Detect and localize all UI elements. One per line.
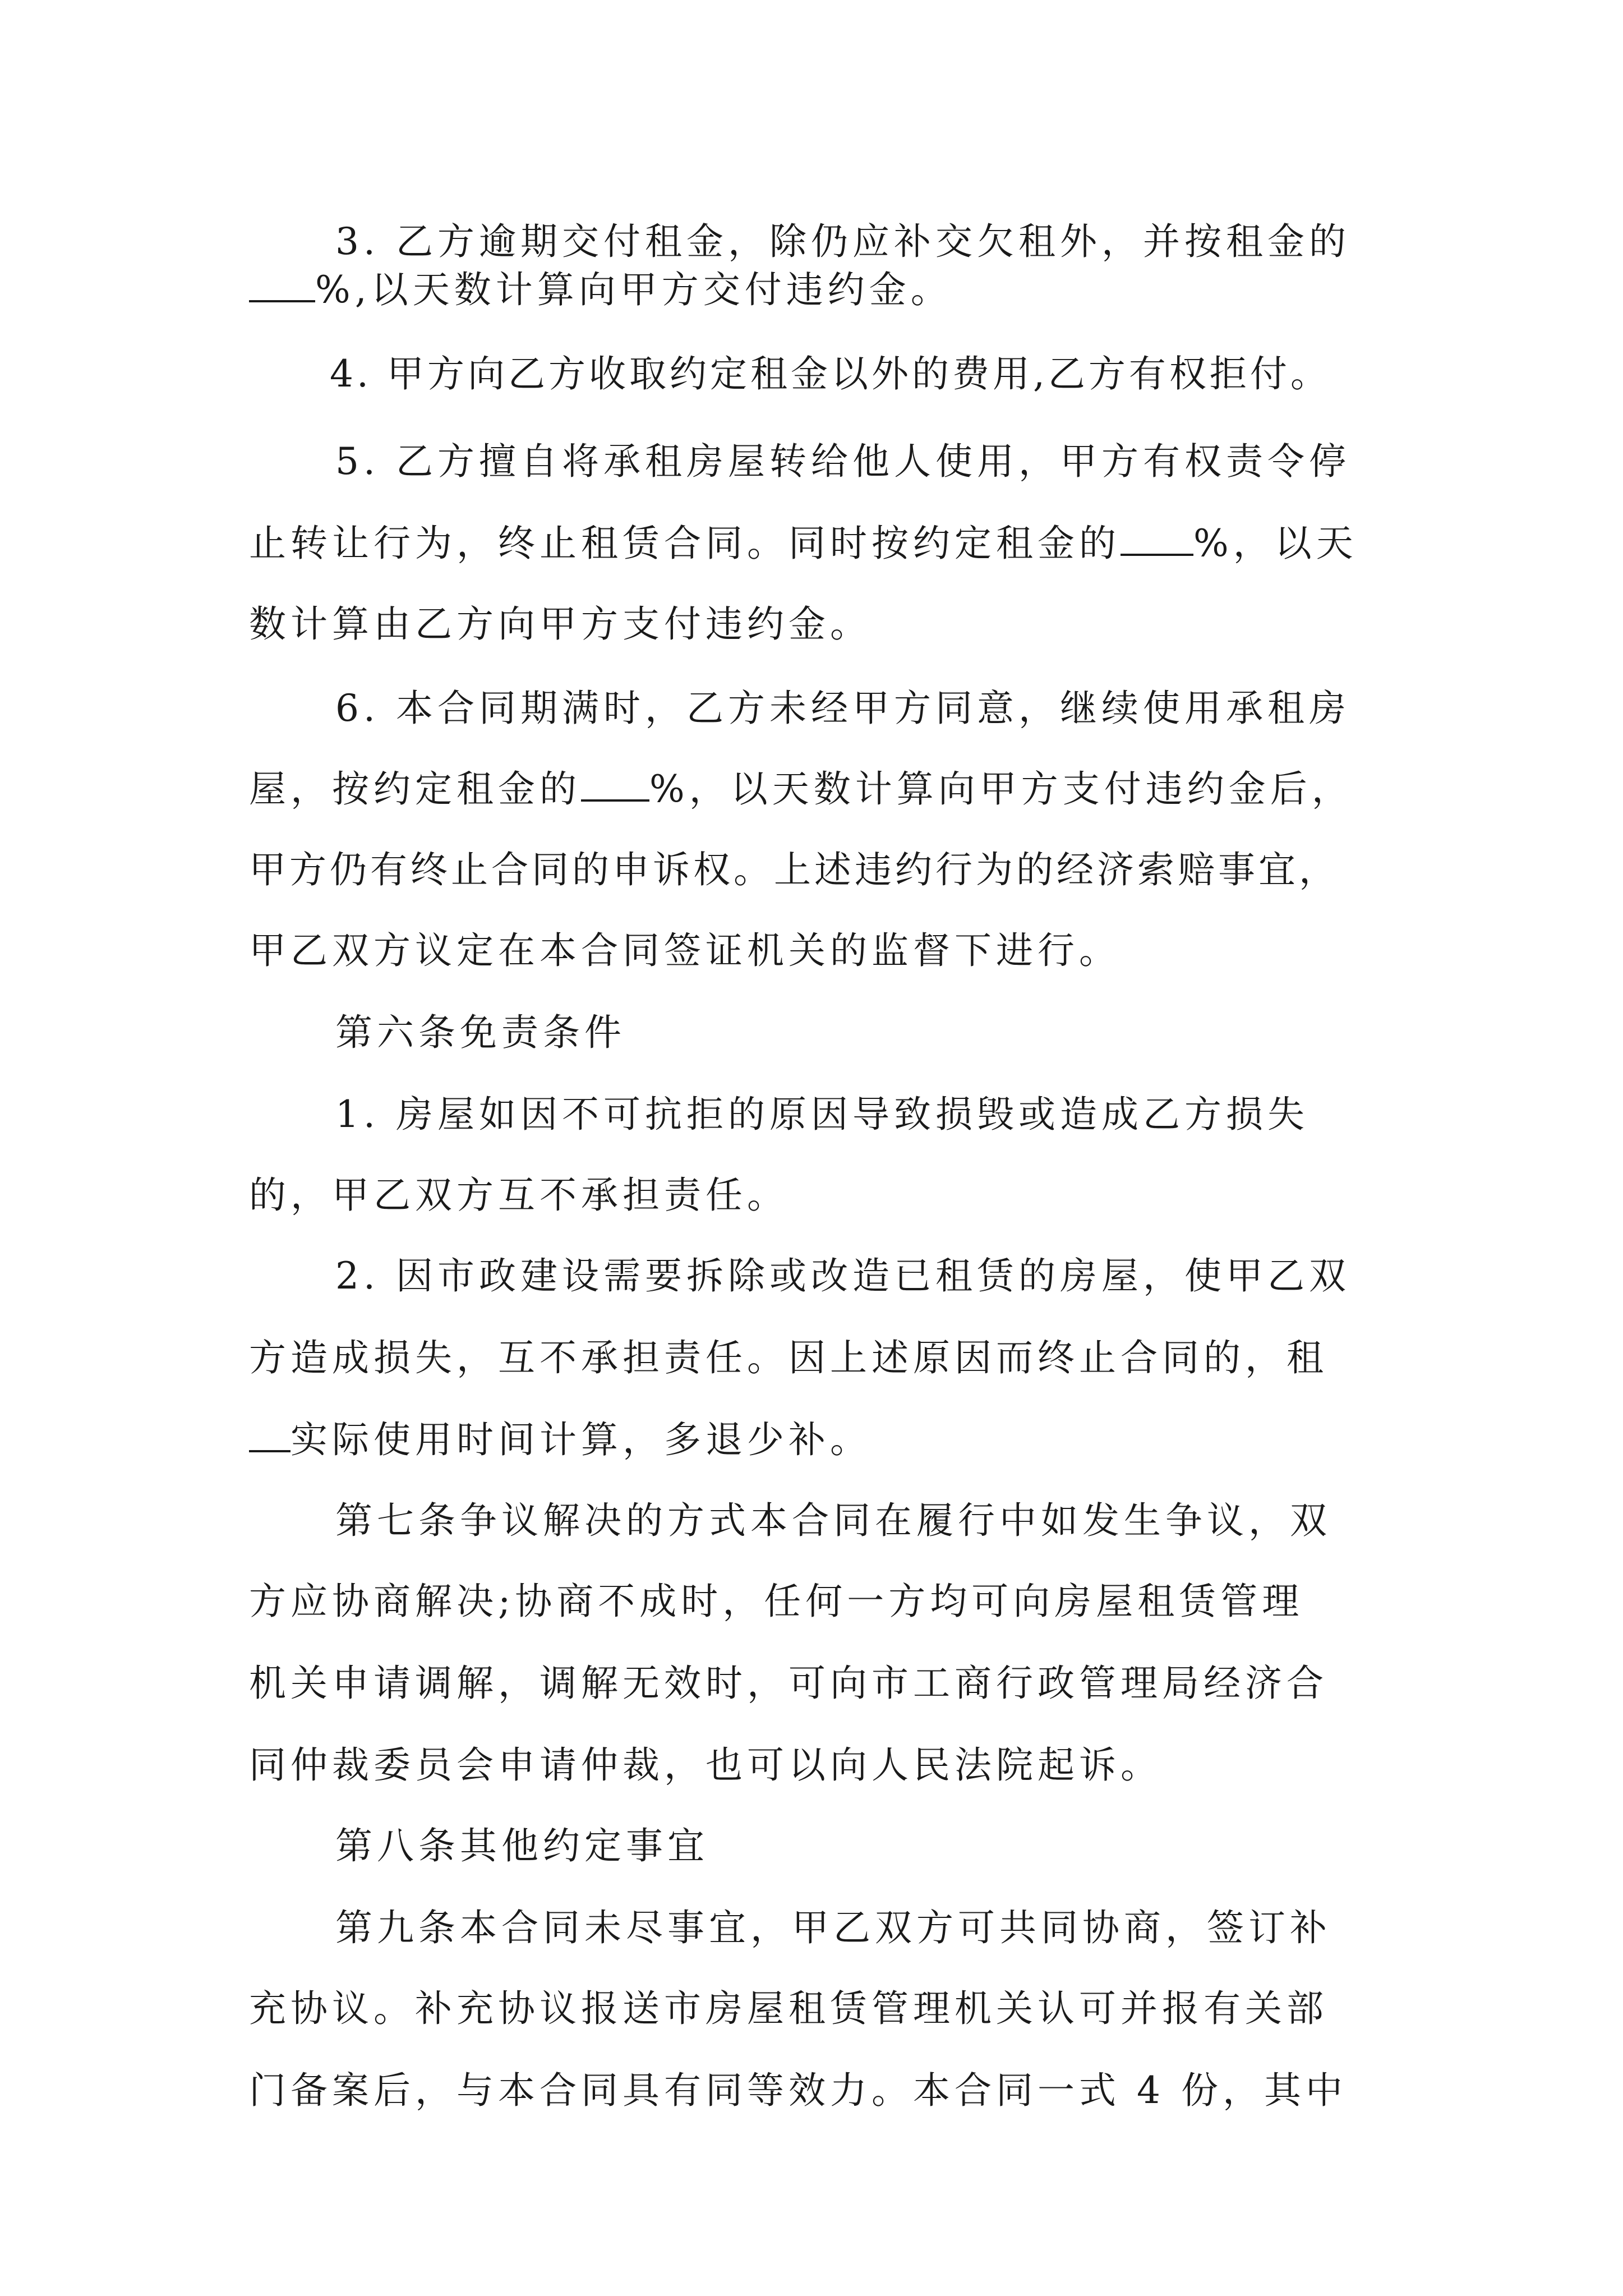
text: 甲乙双方议定在本合同签证机关的监督下进行。: [249, 929, 1121, 972]
text: %,以天数计算向甲方交付违约金。: [315, 268, 952, 311]
article-6-heading: [335, 1009, 626, 1057]
clause-6-1-line-1: [335, 1091, 1309, 1139]
text: 实际使用时间计算，多退少补。: [291, 1418, 872, 1461]
fill-in-blank: [249, 1418, 291, 1452]
text: 6. 本合同期满时，乙方未经甲方同意，继续使用承租房: [335, 687, 1350, 730]
clause-5-6-line-2: [249, 765, 1353, 813]
clause-6-2-line-2: [249, 1334, 1328, 1382]
text: 止转让行为，终止租赁合同。同时按约定租金的: [249, 522, 1121, 565]
fill-in-blank: [581, 767, 649, 802]
clause-5-6-line-4: [249, 927, 1121, 975]
clause-6-2-line-3: [249, 1416, 872, 1464]
text: 充协议。补充协议报送市房屋租赁管理机关认可并报有关部: [249, 1987, 1328, 2030]
text: 3. 乙方逾期交付租金，除仍应补交欠租外，并按租金的: [335, 220, 1350, 263]
text: 数计算由乙方向甲方支付违约金。: [249, 602, 872, 646]
clause-5-3-line-1: [335, 218, 1350, 266]
text: 第六条免责条件: [335, 1011, 626, 1054]
text: 方应协商解决;协商不成时，任何一方均可向房屋租赁管理: [249, 1580, 1304, 1623]
fill-in-blank: [1121, 521, 1193, 556]
article-7-line-1: [335, 1497, 1331, 1545]
text: 第七条争议解决的方式本合同在履行中如发生争议，双: [335, 1499, 1331, 1542]
article-7-line-2: [249, 1577, 1303, 1626]
text: 同仲裁委员会申请仲裁，也可以向人民法院起诉。: [249, 1743, 1162, 1787]
text: 第九条本合同未尽事宜，甲乙双方可共同协商，签订补: [335, 1906, 1331, 1949]
text: 门备案后，与本合同具有同等效力。本合同一式 4 份，其中: [249, 2069, 1347, 2112]
article-7-line-3: [249, 1659, 1328, 1708]
clause-5-6-line-3: [249, 846, 1339, 894]
text: 机关申请调解，调解无效时，可向市工商行政管理局经济合: [249, 1662, 1328, 1705]
clause-5-5-line-1: [335, 438, 1350, 486]
article-7-line-4: [249, 1741, 1162, 1789]
clause-5-6-line-1: [335, 684, 1350, 733]
text: 1. 房屋如因不可抗拒的原因导致损毁或造成乙方损失: [335, 1093, 1309, 1136]
fill-in-blank: [249, 268, 315, 302]
text: 的，甲乙双方互不承担责任。: [249, 1174, 789, 1217]
text: %，以天数计算向甲方支付违约金后，: [649, 767, 1353, 811]
text: 5. 乙方擅自将承租房屋转给他人使用，甲方有权责令停: [335, 440, 1350, 483]
article-9-line-3: [249, 2067, 1347, 2115]
text: 2. 因市政建设需要拆除或改造已租赁的房屋，使甲乙双: [335, 1254, 1350, 1297]
text: 第八条其他约定事宜: [335, 1824, 709, 1867]
text: 屋，按约定租金的: [249, 767, 581, 811]
article-9-line-2: [249, 1985, 1328, 2033]
article-9-line-1: [335, 1904, 1331, 1952]
text: 4. 甲方向乙方收取约定租金以外的费用,乙方有权拒付。: [330, 352, 1331, 395]
clause-5-5-line-2: [249, 519, 1358, 568]
clause-6-2-line-1: [335, 1252, 1350, 1300]
clause-5-3-line-2: [249, 266, 952, 314]
text: 甲方仍有终止合同的申诉权。上述违约行为的经济索赔事宜，: [249, 848, 1339, 891]
clause-5-5-line-3: [249, 600, 872, 648]
text: %，以天: [1193, 522, 1358, 565]
clause-5-4-line-1: [330, 350, 1331, 398]
text: 方造成损失，互不承担责任。因上述原因而终止合同的，租: [249, 1336, 1328, 1379]
clause-6-1-line-2: [249, 1171, 789, 1220]
article-8-heading: [335, 1822, 709, 1870]
